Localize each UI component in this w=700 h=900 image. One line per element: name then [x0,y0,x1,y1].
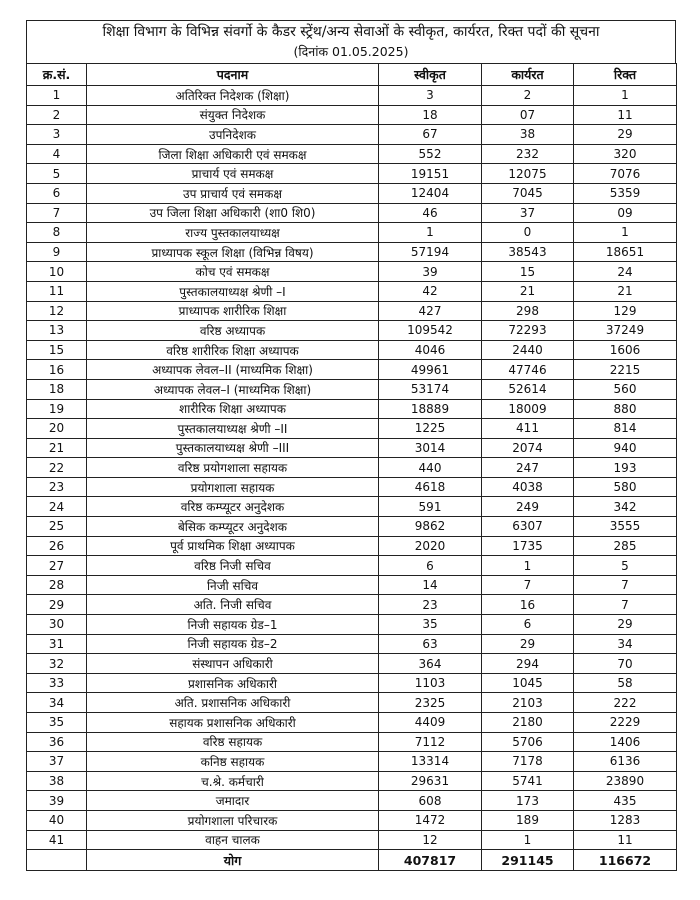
cell-sn: 10 [27,262,87,282]
cell-post: जिला शिक्षा अधिकारी एवं समकक्ष [87,144,379,164]
cell-sanctioned: 3014 [379,438,482,458]
cell-sn: 31 [27,634,87,654]
cell-post: च.श्रे. कर्मचारी [87,771,379,791]
cell-sanctioned: 1 [379,223,482,243]
cell-post: उप प्राचार्य एवं समकक्ष [87,183,379,203]
cell-sn: 3 [27,125,87,145]
cell-sn: 1 [27,86,87,106]
cell-sanctioned: 19151 [379,164,482,184]
table-row [27,223,677,243]
cell-sanctioned: 4046 [379,340,482,360]
cell-sn: 12 [27,301,87,321]
cell-sanctioned: 1225 [379,419,482,439]
cell-vacant: 285 [574,536,677,556]
cell-sanctioned: 35 [379,615,482,635]
cell-sn: 35 [27,713,87,733]
table-row [27,752,677,772]
cell-vacant: 58 [574,673,677,693]
total-label: योग [87,850,379,871]
cell-sanctioned: 42 [379,281,482,301]
table-row [27,86,677,106]
cell-working: 173 [482,791,574,811]
cell-working: 07 [482,105,574,125]
cell-sn: 39 [27,791,87,811]
cell-sn: 29 [27,595,87,615]
cell-working: 7 [482,575,574,595]
cell-post: प्राचार्य एवं समकक्ष [87,164,379,184]
cell-working: 2103 [482,693,574,713]
cell-working: 2074 [482,438,574,458]
cell-working: 247 [482,458,574,478]
cell-post: प्राध्यापक स्कूल शिक्षा (विभिन्न विषय) [87,242,379,262]
cell-vacant: 37249 [574,321,677,341]
cell-working: 4038 [482,477,574,497]
cell-sanctioned: 591 [379,497,482,517]
table-row [27,262,677,282]
cell-post: पूर्व प्राथमिक शिक्षा अध्यापक [87,536,379,556]
cell-sn: 26 [27,536,87,556]
cell-sn: 41 [27,830,87,850]
table-row [27,438,677,458]
cell-post: वरिष्ठ निजी सचिव [87,556,379,576]
cell-working: 15 [482,262,574,282]
cell-post: जमादार [87,791,379,811]
cell-working: 18009 [482,399,574,419]
table-row [27,517,677,537]
cell-sanctioned: 29631 [379,771,482,791]
cell-post: प्राध्यापक शारीरिक शिक्षा [87,301,379,321]
cell-vacant: 24 [574,262,677,282]
table-row [27,458,677,478]
cell-post: पुस्तकालयाध्यक्ष श्रेणी –I [87,281,379,301]
cell-sn: 16 [27,360,87,380]
cell-sn: 38 [27,771,87,791]
table-row [27,321,677,341]
cell-sn: 25 [27,517,87,537]
cell-sn: 13 [27,321,87,341]
cell-working: 189 [482,810,574,830]
cell-sanctioned: 109542 [379,321,482,341]
cell-sn: 37 [27,752,87,772]
cell-vacant: 129 [574,301,677,321]
cell-vacant: 34 [574,634,677,654]
cell-working: 47746 [482,360,574,380]
table-row [27,615,677,635]
cell-working: 38543 [482,242,574,262]
table-row [27,203,677,223]
cell-vacant: 21 [574,281,677,301]
cell-sn: 15 [27,340,87,360]
cell-post: संस्थापन अधिकारी [87,654,379,674]
cell-sn: 18 [27,379,87,399]
table-row [27,379,677,399]
cell-post: शारीरिक शिक्षा अध्यापक [87,399,379,419]
table-row [27,536,677,556]
cell-sn: 19 [27,399,87,419]
cell-sanctioned: 63 [379,634,482,654]
cell-post: कनिष्ठ सहायक [87,752,379,772]
table-row [27,556,677,576]
cell-working: 2440 [482,340,574,360]
cell-vacant: 70 [574,654,677,674]
cell-vacant: 23890 [574,771,677,791]
table-header-row [27,64,677,86]
cell-sn: 8 [27,223,87,243]
cell-vacant: 1283 [574,810,677,830]
cell-vacant: 1406 [574,732,677,752]
cell-vacant: 2229 [574,713,677,733]
cell-vacant: 940 [574,438,677,458]
cell-sanctioned: 608 [379,791,482,811]
table-row [27,360,677,380]
table-row [27,771,677,791]
cell-vacant: 11 [574,105,677,125]
cell-vacant: 342 [574,497,677,517]
cell-sanctioned: 46 [379,203,482,223]
title-box [26,20,676,63]
cell-working: 1 [482,830,574,850]
cell-sn: 30 [27,615,87,635]
cell-post: वरिष्ठ सहायक [87,732,379,752]
cell-post: निजी सहायक ग्रेड–1 [87,615,379,635]
table-row [27,595,677,615]
cell-post: प्रशासनिक अधिकारी [87,673,379,693]
cell-sanctioned: 364 [379,654,482,674]
cell-working: 38 [482,125,574,145]
total-sanctioned: 407817 [379,850,482,871]
cell-vacant: 580 [574,477,677,497]
cell-working: 2 [482,86,574,106]
cell-working: 1045 [482,673,574,693]
cell-vacant: 18651 [574,242,677,262]
cell-sanctioned: 57194 [379,242,482,262]
cell-sanctioned: 552 [379,144,482,164]
cell-sanctioned: 2020 [379,536,482,556]
table-row [27,477,677,497]
cell-post: उपनिदेशक [87,125,379,145]
cell-vacant: 193 [574,458,677,478]
cell-vacant: 11 [574,830,677,850]
cell-vacant: 09 [574,203,677,223]
cell-vacant: 320 [574,144,677,164]
cell-sanctioned: 12404 [379,183,482,203]
cell-sanctioned: 53174 [379,379,482,399]
cell-post: अध्यापक लेवल–II (माध्यमिक शिक्षा) [87,360,379,380]
cell-vacant: 880 [574,399,677,419]
cell-sn: 11 [27,281,87,301]
cell-post: कोच एवं समकक्ष [87,262,379,282]
cell-sanctioned: 39 [379,262,482,282]
cell-post: वरिष्ठ अध्यापक [87,321,379,341]
cell-working: 249 [482,497,574,517]
cell-working: 7045 [482,183,574,203]
cell-post: अध्यापक लेवल–I (माध्यमिक शिक्षा) [87,379,379,399]
table-row [27,693,677,713]
total-sn-cell [27,850,87,871]
cell-sanctioned: 7112 [379,732,482,752]
cell-sanctioned: 67 [379,125,482,145]
table-row [27,242,677,262]
cell-working: 6307 [482,517,574,537]
total-working: 291145 [482,850,574,871]
cell-sn: 27 [27,556,87,576]
cell-sanctioned: 1103 [379,673,482,693]
cell-sn: 40 [27,810,87,830]
table-row [27,634,677,654]
cell-working: 7178 [482,752,574,772]
cell-post: वाहन चालक [87,830,379,850]
table-row [27,301,677,321]
cell-vacant: 29 [574,615,677,635]
cell-working: 29 [482,634,574,654]
cell-post: बेसिक कम्प्यूटर अनुदेशक [87,517,379,537]
cell-post: उप जिला शिक्षा अधिकारी (शा0 शि0) [87,203,379,223]
table-row [27,673,677,693]
cell-sanctioned: 440 [379,458,482,478]
cell-sanctioned: 13314 [379,752,482,772]
cell-sanctioned: 1472 [379,810,482,830]
cell-working: 1735 [482,536,574,556]
cell-vacant: 222 [574,693,677,713]
cell-post: पुस्तकालयाध्यक्ष श्रेणी –II [87,419,379,439]
cell-sn: 2 [27,105,87,125]
cell-working: 294 [482,654,574,674]
header-vacant: रिक्त [574,64,677,86]
table-row [27,575,677,595]
cell-sn: 28 [27,575,87,595]
cell-sanctioned: 18889 [379,399,482,419]
cell-vacant: 814 [574,419,677,439]
cell-vacant: 5 [574,556,677,576]
total-row [27,850,677,871]
cell-post: अति. प्रशासनिक अधिकारी [87,693,379,713]
cell-vacant: 7 [574,595,677,615]
total-vacant: 116672 [574,850,677,871]
table-row [27,340,677,360]
cell-post: राज्य पुस्तकालयाध्यक्ष [87,223,379,243]
cell-vacant: 435 [574,791,677,811]
cell-working: 2180 [482,713,574,733]
table-row [27,144,677,164]
cell-sn: 23 [27,477,87,497]
cell-sanctioned: 6 [379,556,482,576]
cell-vacant: 7 [574,575,677,595]
cell-working: 232 [482,144,574,164]
header-sn: क्र.सं. [27,64,87,86]
document-sheet [26,20,676,871]
cell-sanctioned: 23 [379,595,482,615]
cell-working: 12075 [482,164,574,184]
table-row [27,105,677,125]
cell-sanctioned: 14 [379,575,482,595]
document-title: शिक्षा विभाग के विभिन्न संवर्गो के कैडर स्ट्रेंथ/अन्य सेवाओं के स्वीकृत, कार्यरत, रिक्त पदों की सूचना [102,24,600,40]
cell-sanctioned: 2325 [379,693,482,713]
cell-working: 37 [482,203,574,223]
cell-sanctioned: 49961 [379,360,482,380]
cell-sn: 34 [27,693,87,713]
cell-sn: 33 [27,673,87,693]
cell-working: 298 [482,301,574,321]
cell-vacant: 7076 [574,164,677,184]
cell-working: 72293 [482,321,574,341]
cell-sanctioned: 9862 [379,517,482,537]
cell-post: अतिरिक्त निदेशक (शिक्षा) [87,86,379,106]
cell-sanctioned: 4618 [379,477,482,497]
cell-sn: 7 [27,203,87,223]
cell-working: 411 [482,419,574,439]
cell-sn: 4 [27,144,87,164]
cell-vacant: 3555 [574,517,677,537]
cell-post: वरिष्ठ शारीरिक शिक्षा अध्यापक [87,340,379,360]
cell-sanctioned: 18 [379,105,482,125]
cell-working: 5706 [482,732,574,752]
cell-sn: 5 [27,164,87,184]
table-row [27,497,677,517]
cell-sanctioned: 3 [379,86,482,106]
cell-working: 52614 [482,379,574,399]
header-post: पदनाम [87,64,379,86]
cell-sanctioned: 4409 [379,713,482,733]
posts-table [26,63,677,871]
document-date: (दिनांक 01.05.2025) [293,44,409,59]
cell-vacant: 29 [574,125,677,145]
table-row [27,732,677,752]
table-row [27,419,677,439]
header-sanctioned: स्वीकृत [379,64,482,86]
cell-sn: 32 [27,654,87,674]
cell-post: निजी सहायक ग्रेड–2 [87,634,379,654]
cell-sn: 22 [27,458,87,478]
cell-working: 0 [482,223,574,243]
table-row [27,164,677,184]
header-working: कार्यरत [482,64,574,86]
cell-working: 1 [482,556,574,576]
cell-working: 16 [482,595,574,615]
cell-working: 6 [482,615,574,635]
cell-sn: 6 [27,183,87,203]
table-row [27,791,677,811]
cell-sn: 36 [27,732,87,752]
cell-vacant: 1 [574,86,677,106]
table-row [27,654,677,674]
cell-post: वरिष्ठ प्रयोगशाला सहायक [87,458,379,478]
cell-sn: 21 [27,438,87,458]
cell-vacant: 6136 [574,752,677,772]
cell-working: 5741 [482,771,574,791]
cell-vacant: 2215 [574,360,677,380]
table-row [27,183,677,203]
table-row [27,399,677,419]
table-row [27,281,677,301]
cell-post: प्रयोगशाला परिचारक [87,810,379,830]
table-body [27,86,677,850]
cell-sanctioned: 12 [379,830,482,850]
cell-post: संयुक्त निदेशक [87,105,379,125]
cell-post: अति. निजी सचिव [87,595,379,615]
cell-vacant: 1606 [574,340,677,360]
cell-vacant: 5359 [574,183,677,203]
cell-working: 21 [482,281,574,301]
cell-sn: 24 [27,497,87,517]
cell-post: वरिष्ठ कम्प्यूटर अनुदेशक [87,497,379,517]
cell-sanctioned: 427 [379,301,482,321]
cell-sn: 9 [27,242,87,262]
table-row [27,830,677,850]
cell-post: सहायक प्रशासनिक अधिकारी [87,713,379,733]
table-row [27,810,677,830]
cell-post: निजी सचिव [87,575,379,595]
cell-vacant: 560 [574,379,677,399]
table-row [27,713,677,733]
cell-vacant: 1 [574,223,677,243]
table-row [27,125,677,145]
cell-sn: 20 [27,419,87,439]
cell-post: पुस्तकालयाध्यक्ष श्रेणी –III [87,438,379,458]
cell-post: प्रयोगशाला सहायक [87,477,379,497]
